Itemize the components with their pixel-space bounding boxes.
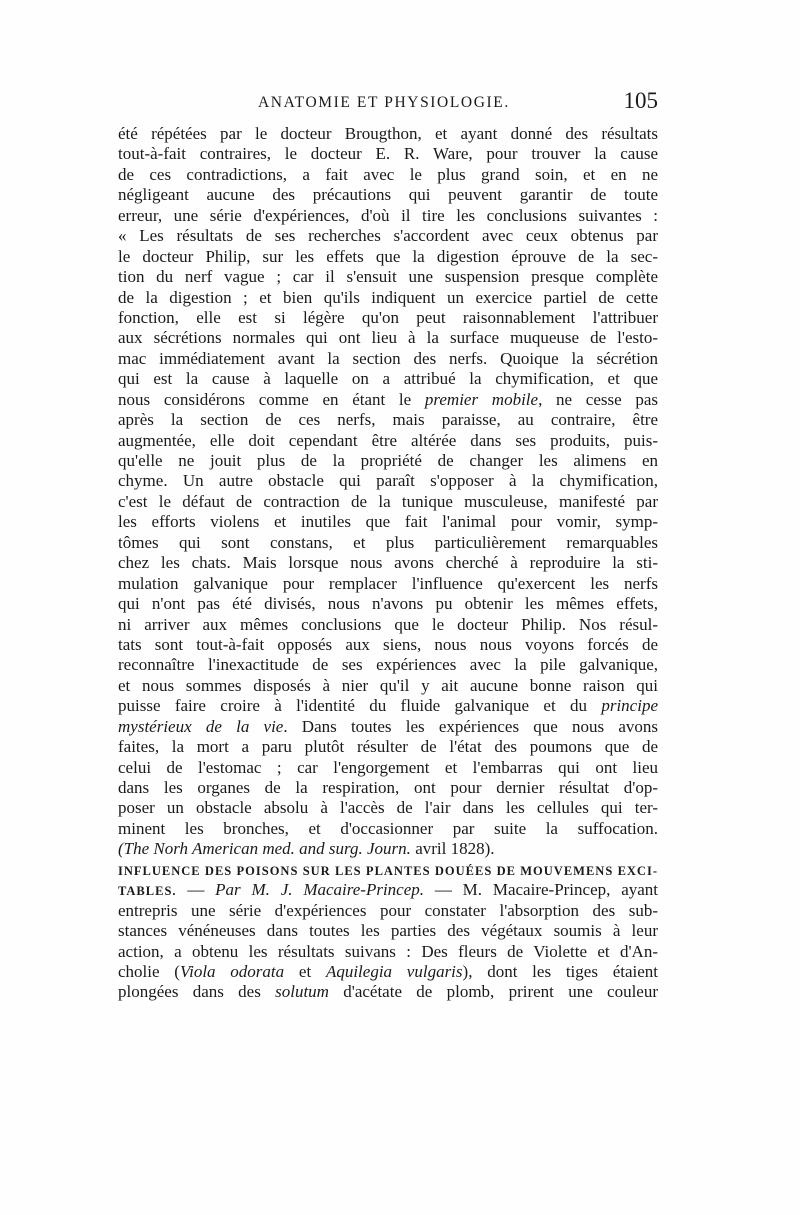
- text-line: [118, 615, 658, 635]
- text-line: [118, 471, 658, 491]
- small-caps-heading: TABLES.: [118, 884, 177, 899]
- italic-text: mystérieux de la vie: [118, 716, 284, 736]
- text-segment: tômes qui sont constans, et plus particulièrement remarquables: [118, 532, 658, 552]
- text-line: [118, 860, 658, 880]
- text-line: [118, 594, 658, 614]
- text-segment: de ces contradictions, a fait avec le plus grand soin, et en ne: [118, 164, 658, 184]
- text-line: [118, 533, 658, 553]
- text-segment: négligeant aucune des précautions qui peuvent garantir de toute: [118, 185, 658, 205]
- text-line: [118, 165, 658, 185]
- text-line: [118, 369, 658, 389]
- text-segment: qui est la cause à laquelle on a attribué la chymification, et que: [118, 369, 658, 389]
- text-segment: action, a obtenu les résultats suivans : Des fleurs de Violette et d'An-: [118, 941, 658, 961]
- italic-text: Aquilegia vulgaris: [325, 961, 463, 981]
- text-line: [118, 962, 658, 982]
- text-segment: de la digestion ; et bien qu'ils indiquent un exercice partiel de cette: [118, 287, 658, 307]
- text-segment: — M. Macaire-Princep, ayant: [424, 880, 658, 900]
- text-segment: d'acétate de plomb, prirent une couleur: [328, 982, 658, 1002]
- text-line: [118, 798, 658, 818]
- italic-text: (The Norh American med. and surg. Journ.: [118, 839, 411, 859]
- text-segment: reconnaître l'inexactitude de ses expériences avec la pile galvanique,: [118, 655, 658, 675]
- text-line: [118, 696, 658, 716]
- text-segment: été répétées par le docteur Brougthon, et ayant donné des résultats: [118, 124, 658, 143]
- text-line: [118, 124, 658, 144]
- text-segment: cholie (: [118, 961, 180, 981]
- text-segment: dans les organes de la respiration, ont pour dernier résultat d'op-: [118, 778, 658, 797]
- text-line: [118, 206, 658, 226]
- text-segment: —: [176, 880, 216, 900]
- text-line: [118, 778, 658, 798]
- text-segment: nous considérons comme en étant le: [118, 389, 425, 409]
- text-line: [118, 655, 658, 675]
- text-line: [118, 717, 658, 737]
- text-line: [118, 247, 658, 267]
- text-segment: entrepris une série d'expériences pour constater l'absorption des sub-: [118, 900, 658, 920]
- text-line: [118, 144, 658, 164]
- text-line: [118, 737, 658, 757]
- text-segment: chez les chats. Mais lorsque nous avons cherché à reproduire la sti-: [118, 553, 658, 573]
- text-line: [118, 267, 658, 287]
- text-line: [118, 819, 658, 839]
- text-line: [118, 288, 658, 308]
- small-caps-heading: INFLUENCE DES POISONS SUR LES PLANTES DOUÉES DE MOUVEMENS EXCI-: [118, 863, 658, 878]
- text-line: [118, 390, 658, 410]
- text-line: [118, 942, 658, 962]
- text-segment: qui n'ont pas été divisés, nous n'avons pu obtenir les mêmes effets,: [118, 594, 658, 614]
- italic-text: Par M. J. Macaire-Princep.: [215, 880, 425, 900]
- italic-text: solutum: [275, 982, 329, 1002]
- page-header: [118, 88, 658, 118]
- text-segment: « Les résultats de ses recherches s'accordent avec ceux obtenus par: [118, 226, 658, 246]
- text-line: [118, 839, 658, 859]
- text-segment: plongées dans des: [118, 982, 276, 1002]
- text-line: [118, 226, 658, 246]
- text-segment: , ne cesse pas: [538, 389, 658, 409]
- text-line: [118, 758, 658, 778]
- text-segment: celui de l'estomac ; car l'engorgement et l'embarras qui ont lieu: [118, 757, 658, 777]
- text-segment: fonction, elle est si légère qu'on peut raisonnablement l'attribuer: [118, 307, 658, 327]
- text-line: [118, 308, 658, 328]
- text-line: [118, 512, 658, 532]
- text-line: [118, 492, 658, 512]
- body-text: [118, 124, 658, 1003]
- text-segment: le docteur Philip, sur les effets que la digestion éprouve de la sec-: [118, 246, 658, 266]
- text-line: [118, 185, 658, 205]
- text-segment: chyme. Un autre obstacle qui paraît s'opposer à la chymification,: [118, 471, 658, 491]
- text-line: [118, 349, 658, 369]
- text-segment: mac immédiatement avant la section des nerfs. Quoique la sécrétion: [118, 348, 658, 368]
- text-segment: erreur, une série d'expériences, d'où il tire les conclusions suivantes :: [118, 205, 658, 225]
- text-segment: puisse faire croire à l'identité du fluide galvanique et du: [118, 696, 602, 716]
- text-line: [118, 676, 658, 696]
- text-line: [118, 982, 658, 1002]
- text-segment: ni arriver aux mêmes conclusions que le docteur Philip. Nos résul-: [118, 614, 658, 634]
- text-segment: les efforts violens et inutiles que fait l'animal pour vomir, symp-: [118, 512, 658, 532]
- text-segment: tout-à-fait contraires, le docteur E. R. Ware, pour trouver la cause: [118, 144, 658, 164]
- italic-text: Viola odorata: [179, 961, 285, 981]
- text-segment: mulation galvanique pour remplacer l'influence qu'exercent les nerfs: [118, 573, 658, 593]
- text-segment: faites, la mort a paru plutôt résulter de l'état des poumons que de: [118, 737, 658, 757]
- text-segment: . Dans toutes les expériences que nous avons: [283, 716, 658, 736]
- text-line: [118, 410, 658, 430]
- text-segment: augmentée, elle doit cependant être altérée dans ses produits, puis-: [118, 430, 658, 450]
- italic-text: principe: [601, 696, 658, 716]
- text-line: [118, 921, 658, 941]
- text-segment: tion du nerf vague ; car il s'ensuit une suspension presque complète: [118, 267, 658, 287]
- text-segment: aux sécrétions normales qui ont lieu à la surface muqueuse de l'esto-: [118, 328, 658, 348]
- italic-text: premier mobile: [424, 389, 539, 409]
- text-line: [118, 901, 658, 921]
- text-segment: stances vénéneuses dans toutes les parties des végétaux soumis à leur: [118, 921, 658, 941]
- text-segment: et nous sommes disposés à nier qu'il y ait aucune bonne raison qui: [118, 675, 658, 695]
- text-line: [118, 451, 658, 471]
- running-head: ANATOMIE ET PHYSIOLOGIE.: [258, 94, 510, 111]
- text-segment: avril 1828).: [410, 839, 495, 859]
- text-line: [118, 328, 658, 348]
- text-line: [118, 880, 658, 900]
- text-line: [118, 635, 658, 655]
- text-segment: tats sont tout-à-fait opposés aux siens, nous nous voyons forcés de: [118, 634, 658, 654]
- text-line: [118, 574, 658, 594]
- text-segment: c'est le défaut de contraction de la tunique musculeuse, manifesté par: [118, 491, 658, 511]
- text-line: [118, 553, 658, 573]
- text-segment: qu'elle ne jouit plus de la propriété de changer les alimens en: [118, 451, 658, 470]
- text-segment: et: [284, 961, 326, 981]
- page-number: 105: [623, 88, 658, 113]
- text-segment: minent les bronches, et d'occasionner par suite la suffocation.: [118, 818, 658, 838]
- text-segment: après la section de ces nerfs, mais paraisse, au contraire, être: [118, 410, 658, 430]
- text-segment: ), dont les tiges étaient: [462, 961, 658, 981]
- text-line: [118, 431, 658, 451]
- text-segment: poser un obstacle absolu à l'accès de l'air dans les cellules qui ter-: [118, 798, 658, 818]
